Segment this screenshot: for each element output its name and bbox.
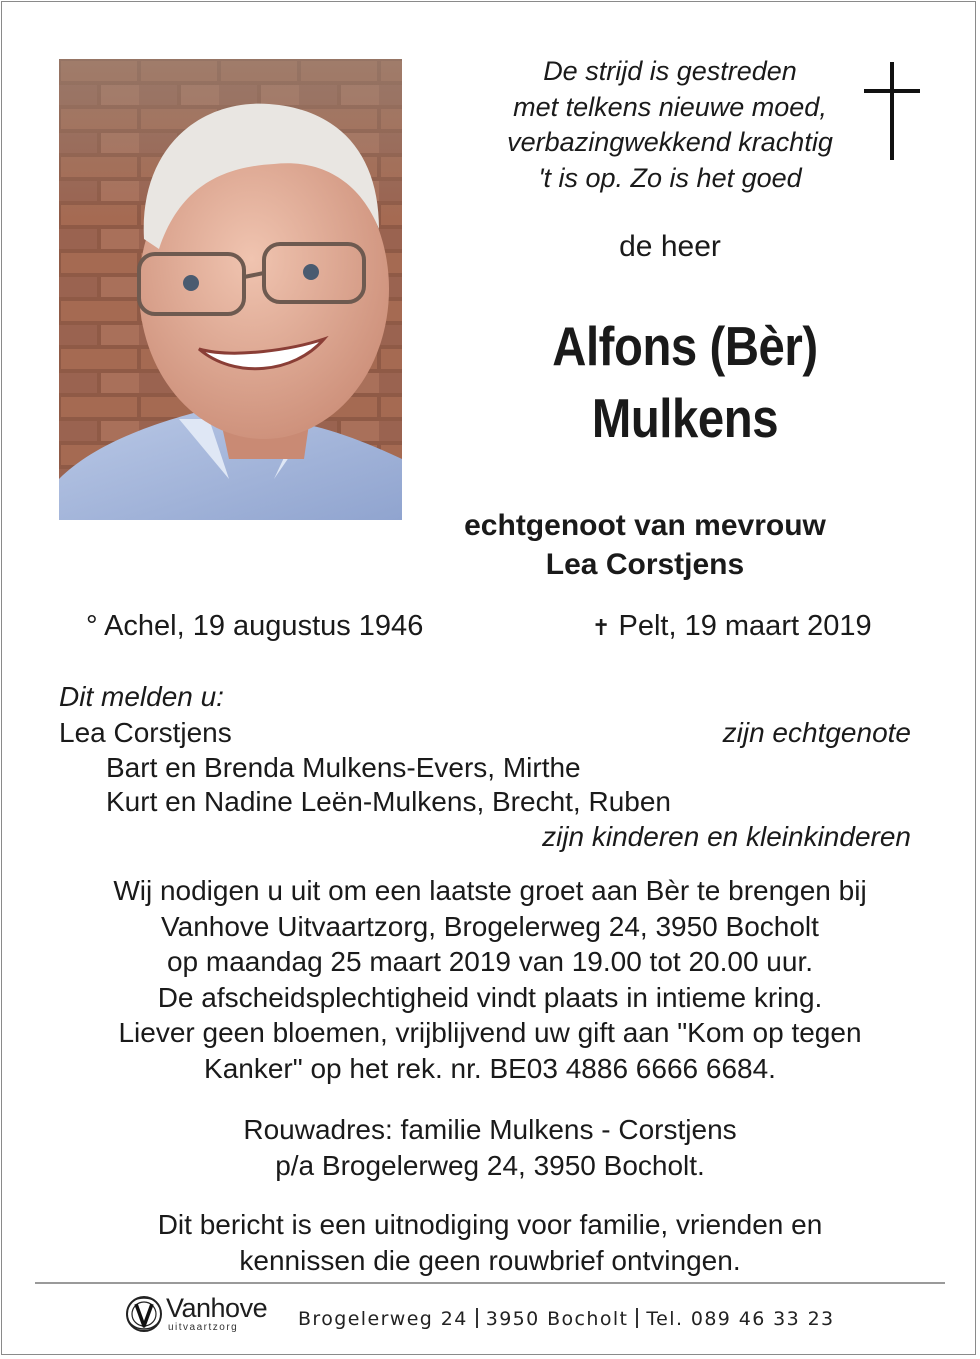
footer-separator [636, 1308, 638, 1328]
spouse-label: echtgenoot van mevrouw [464, 509, 826, 542]
cross-icon [862, 62, 924, 160]
invitation-line: Kanker" op het rek. nr. BE03 4886 6666 6684. [204, 1052, 776, 1084]
spouse-info [400, 506, 890, 584]
footer-city: 3950 Bocholt [485, 1308, 629, 1330]
invitation-line: op maandag 25 maart 2019 van 19.00 tot 20.00 uur. [166, 946, 814, 977]
footer-divider [35, 1282, 945, 1284]
footer-contact [298, 1308, 835, 1330]
announce-children-relation: zijn kinderen en kleinkinderen [542, 821, 911, 852]
invitation-line: Wij nodigen u uit om een laatste groet aan Bèr te brengen bij [113, 875, 867, 906]
note-line: kennissen die geen rouwbrief ontvingen. [239, 1244, 741, 1276]
announce-intro: Dit melden u: [59, 681, 224, 712]
death-cross-icon: ✝ [592, 615, 611, 640]
rouwadres [40, 1112, 940, 1183]
deceased-last-name: Mulkens [591, 387, 779, 449]
poem-line: met telkens nieuwe moed, [513, 91, 827, 122]
footer-phone: Tel. 089 46 33 23 [646, 1308, 835, 1330]
vanhove-logo-mark-icon [122, 1290, 168, 1340]
logo-name: Vanhove [166, 1293, 268, 1323]
logo-subtitle: uitvaartzorg [168, 1322, 239, 1333]
footer-address: Brogelerweg 24 [298, 1308, 468, 1330]
portrait-photo [59, 59, 402, 520]
announce-child: Kurt en Nadine Leën-Mulkens, Brecht, Ruben [106, 786, 671, 817]
footer-separator [476, 1308, 478, 1328]
note-line: Dit bericht is een uitnodiging voor familie, vrienden en [157, 1209, 823, 1240]
invitation-line: Liever geen bloemen, vrijblijvend uw gift aan "Kom op tegen [118, 1017, 862, 1048]
honorific: de heer [619, 230, 721, 263]
poem-line: De strijd is gestreden [543, 56, 797, 86]
death-date: Pelt, 19 maart 2019 [618, 610, 872, 642]
poem-line: verbazingwekkend krachtig [507, 127, 833, 157]
announce-spouse-name: Lea Corstjens [59, 717, 232, 748]
announce-child: Bart en Brenda Mulkens-Evers, Mirthe [106, 752, 581, 783]
invitation-note [40, 1207, 940, 1278]
death-info [592, 610, 872, 643]
deceased-name [474, 310, 895, 454]
birth-date: Achel, 19 augustus 1946 [104, 610, 424, 642]
invitation-text [40, 873, 940, 1086]
birth-symbol: ° [86, 610, 98, 642]
rouwadres-line: Rouwadres: familie Mulkens - Corstjens [243, 1114, 737, 1145]
rouwadres-line: p/a Brogelerweg 24, 3950 Bocholt. [275, 1149, 705, 1181]
announce-spouse-relation: zijn echtgenote [722, 717, 911, 748]
poem-line: 't is op. Zo is het goed [538, 162, 802, 193]
invitation-line: De afscheidsplechtigheid vindt plaats in intieme kring. [157, 981, 823, 1013]
deceased-first-name: Alfons (Bèr) [552, 315, 818, 377]
spouse-name: Lea Corstjens [545, 548, 745, 581]
poem [420, 54, 920, 196]
birth-info [86, 610, 423, 643]
invitation-line: Vanhove Uitvaartzorg, Brogelerweg 24, 3950 Bocholt [161, 910, 819, 942]
